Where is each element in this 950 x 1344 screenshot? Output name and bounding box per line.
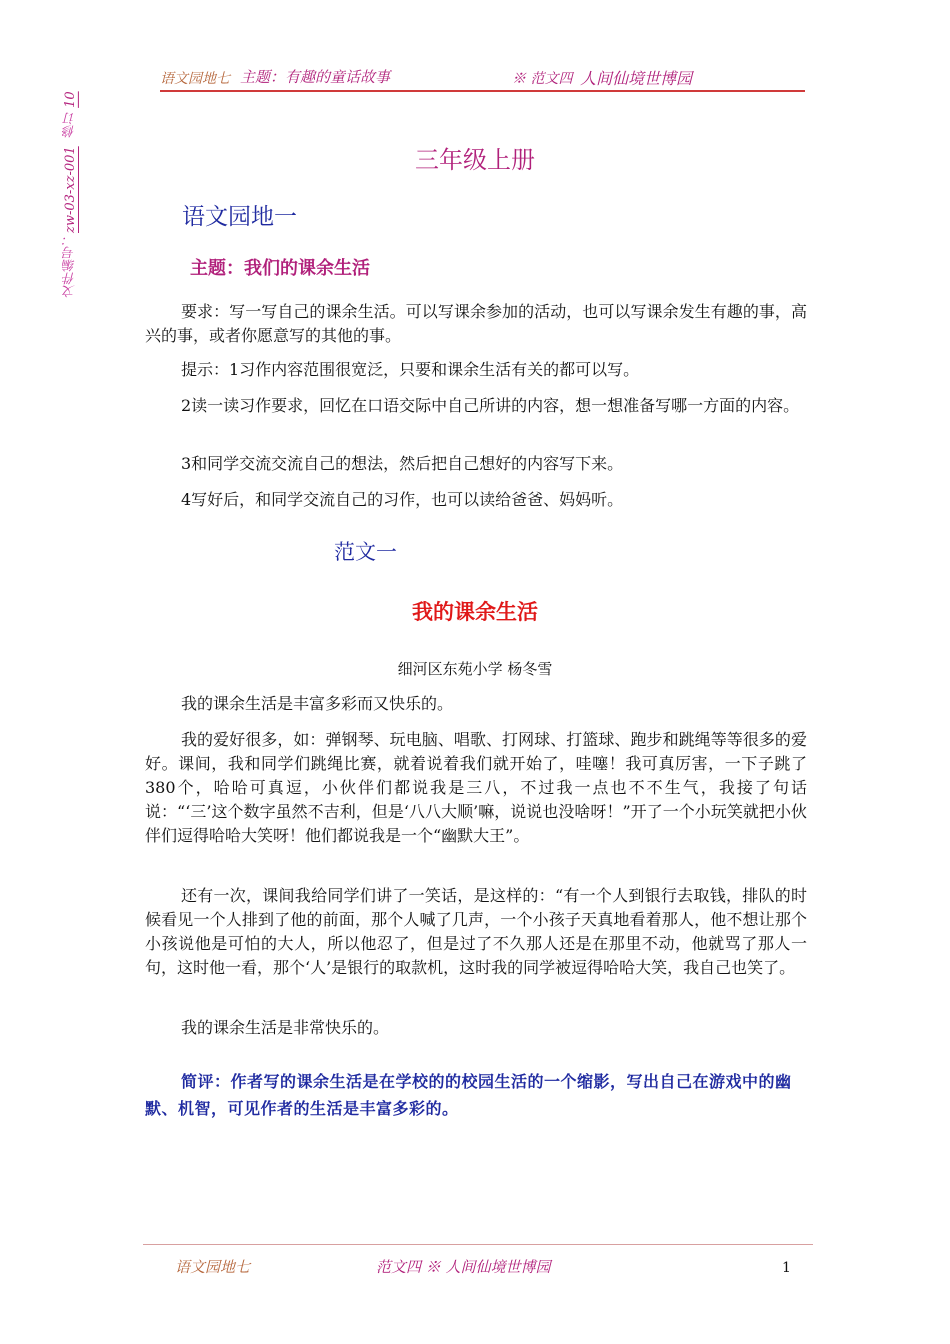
page-header	[160, 66, 805, 92]
document-number-label	[56, 58, 86, 298]
tip-paragraph-1: 提示：1习作内容范围很宽泛，只要和课余生活有关的都可以写。	[181, 360, 640, 379]
essay-paragraph-1: 我的课余生活是丰富多彩而又快乐的。	[181, 694, 454, 713]
sample-label: 范文一	[334, 540, 397, 564]
header-sample-title: 人间仙境世博园	[580, 69, 693, 88]
footer-sample: 范文四 ※ 人间仙境世博园	[376, 1258, 551, 1276]
document-number-code: zw-03-xz-001	[63, 146, 78, 233]
essay-paragraph-3: 还有一次，课间我给同学们讲了一笑话，是这样的：“有一个人到银行去取钱，排队的时候看见一个人排到了他的前面，那个人喊了几声，一个小孩子天真地看着那人，他不想让那个小孩说他是可怕的大人，所以他忍了，但是过了不久那人还是在那里不动，他就骂了那人一句，这时他一看，那个‘人’是银行的取款机，这时我的同学被逗得哈哈大笑，我自己也笑了。	[145, 886, 807, 977]
tip-paragraph-2: 2读一读习作要求，回忆在口语交际中自己所讲的内容，想一想准备写哪一方面的内容。	[181, 396, 800, 415]
header-unit: 语文园地七	[160, 71, 230, 87]
header-theme: 主题：有趣的童话故事	[240, 68, 391, 86]
revision-label: 修订	[63, 112, 78, 139]
essay-paragraph-2: 我的爱好很多，如：弹钢琴、玩电脑、唱歌、打网球、打篮球、跑步和跳绳等等很多的爱好。课间，我和同学们跳绳比赛，就着说着我们就开始了，哇噻！我可真厉害，一下子跳了380个，哈哈可真逗，小伙伴们都说我是三八，不过我一点也不不生气，我接了句话说：“‘三’这个数字虽然不吉利，但是‘八八大顺’嘛，说说也没啥呀！”开了一个小玩笑就把小伙伴们逗得哈哈大笑呀！他们都说我是一个“幽默大王”。	[145, 730, 807, 845]
essay-author: 细河区东苑小学 杨冬雪	[397, 660, 553, 678]
document-number-prefix: 文件编号：	[63, 233, 78, 298]
header-sample-number: ※ 范文四	[512, 71, 573, 87]
tip-paragraph-4: 4写好后，和同学交流自己的习作，也可以读给爸爸、妈妈听。	[181, 490, 624, 509]
revision-value: 10	[63, 91, 78, 108]
essay-comment: 简评：作者写的课余生活是在学校的的校园生活的一个缩影，写出自己在游戏中的幽默、机智，可见作者的生活是丰富多彩的。	[145, 1072, 792, 1118]
essay-title: 我的课余生活	[412, 600, 538, 624]
section-title: 语文园地一	[182, 204, 297, 230]
page-title: 三年级上册	[415, 146, 535, 174]
page-number: 1	[782, 1260, 791, 1276]
theme-heading: 主题：我们的课余生活	[190, 258, 370, 279]
essay-paragraph-4: 我的课余生活是非常快乐的。	[181, 1018, 390, 1037]
requirement-paragraph: 要求：写一写自己的课余生活。可以写课余参加的活动，也可以写课余发生有趣的事，高兴的事，或者你愿意写的其他的事。	[145, 302, 807, 345]
footer-divider	[143, 1244, 813, 1245]
footer-unit: 语文园地七	[175, 1258, 251, 1276]
tip-paragraph-3: 3和同学交流交流自己的想法，然后把自己想好的内容写下来。	[181, 454, 624, 473]
